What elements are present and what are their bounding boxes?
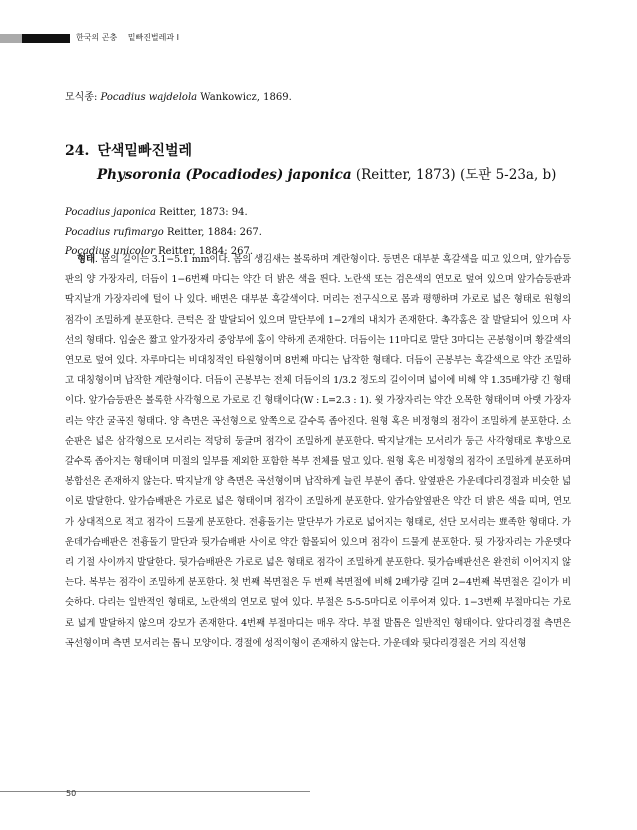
synonym-ref: Reitter, 1884: 267. — [163, 226, 262, 238]
type-species-name: Pocadius wajdelola — [100, 92, 198, 103]
figure-reference: (도판 5-23a, b) — [459, 167, 557, 183]
synonym-name: Pocadius rufimargo — [65, 226, 164, 238]
header-black-block — [22, 34, 70, 43]
type-species-author: Wankowicz, 1869. — [197, 92, 292, 103]
synonym-entry — [65, 203, 262, 223]
description-label: 형태 — [77, 254, 95, 265]
synonym-name: Pocadius japonica — [65, 207, 156, 218]
species-epithet: japonica — [287, 167, 352, 183]
synonym-entry — [65, 223, 262, 243]
genus-name: Physoronia — [97, 167, 182, 183]
species-author: (Reitter, 1873) — [355, 167, 456, 183]
synonym-name: Pocadius unicolor — [65, 246, 155, 257]
running-header — [76, 32, 179, 43]
morphology-description — [65, 250, 571, 654]
synonym-ref: Reitter, 1873: 94. — [155, 207, 248, 218]
book-title: 한국의 곤충 — [76, 33, 118, 42]
species-heading — [65, 140, 192, 160]
footer-rule — [0, 791, 310, 792]
synonym-ref: Reitter, 1884: 267. — [154, 246, 254, 257]
species-number: 24. — [65, 143, 90, 159]
description-text: . 몸의 길이는 3.1−5.1 mm이다. 몸의 생김새는 볼록하며 계란형이다. 등면은 대부분 흑갈색을 띠고 있으며, 앞가슴등판의 양 가장자리, 더듬이 1−6번째 마디는 약간 더 밝은 색을 띈다. 노란색 또는 검은색의 연모로 덮여 있으며 앞가슴등판과 딱지날개 가장자리에 털이 나 있다. 배면은 대부분 흑갈색이다. 머리는 전구식으로 몸과 평행하며 가로로 넓은 형태로 원형의 점각이 조밀하게 분포한다. 큰턱은 잘 발달되어 있으며 말단부에 1−2개의 내치가 존재한다. 촉각홈은 잘 발달되어 있으며 사선의 형태다. 입술은 짧고 앞가장자리 중앙부에 홈이 약하게 존재한다. 더듬이는 11마디로 말단 3마디는 곤봉형이며 황갈색의 연모로 덮여 있다. 자루마디는 비대칭적인 타원형이며 8번째 마디는 납작한 형태다. 더듬이 곤봉부는 흑갈색으로 약간 조밀하고 대칭형이며 납작한 계란형이다. 더듬이 곤봉부는 전체 더듬이의 1/3.2 정도의 길이이며 넓이에 비해 약 1.35배가량 긴 형태이다. 앞가슴등판은 볼록한 사각형으로 가로로 긴 형태이다(W : L=2.3 : 1). 윗 가장자리는 약간 오목한 형태이며 아랫 가장자리는 약간 굴곡진 형태다. 양 측면은 곡선형으로 앞쪽으로 갈수록 좁아진다. 원형 혹은 비정형의 점각이 조밀하게 분포한다. 소순판은 넓은 삼각형으로 모서리는 적당히 둥글며 점각이 조밀하게 분포한다. 딱지날개는 모서리가 둥근 사각형태로 후방으로 갈수록 좁아지는 형태이며 미절의 일부를 제외한 포함한 복부 전체를 덮고 있다. 원형 혹은 비정형의 점각이 조밀하게 분포하며 봉합선은 존재하지 않는다. 딱지날개 양 측면은 곡선형이며 납작하게 늘린 부분이 좁다. 앞옆판은 가운데다리경절과 비슷한 넓이로 발달한다. 앞가슴배판은 가로로 넓은 형태이며 점각이 조밀하게 분포한다. 앞가슴앞옆판은 약간 더 밝은 색을 띠며, 연모가 상대적으로 적고 점각이 드물게 분포한다. 전흉돌기는 말단부가 가로로 넓어지는 형태로, 선단 모서리는 뾰족한 형태다. 가운데가슴배판은 전흉돌기 말단과 뒷가슴배판 사이로 약간 함몰되어 있으며 점각이 드물게 분포한다. 뒷 가장자리는 가운뎃다리 기절 사이까지 발달한다. 뒷가슴배판은 가로로 넓은 형태로 점각이 조밀하게 분포한다. 뒷가슴배판선은 완전히 이어지지 않는다. 복부는 점각이 조밀하게 분포한다. 첫 번째 복면절은 두 번째 복면절에 비해 2배가량 길며 2−4번째 복면절은 길이가 비슷하다. 다리는 일반적인 형태로, 노란색의 연모로 덮여 있다. 부절은 5-5-5마디로 이루어져 있다. 1−3번째 부절마디는 가로로 넓게 발달하지 않으며 강모가 존재한다. 4번째 부절마디는 매우 작다. 부절 발톱은 일반적인 형태이다. 앞다리경절 측면은 곡선형이며 측면 모서리는 톱니 모양이다. 경절에 성적이형이 존재하지 않는다. 가운데와 뒷다리경절은 거의 직선형 — [65, 254, 571, 649]
page-number: 50 — [66, 789, 77, 798]
species-korean-name: 단색밑빠진벌레 — [97, 143, 193, 159]
type-species-line — [65, 88, 292, 103]
header-gray-block — [0, 34, 22, 43]
subgenus-name: (Pocadiodes) — [185, 167, 284, 183]
type-species-prefix: 모식종: — [65, 92, 101, 103]
species-scientific-name — [97, 163, 556, 183]
chapter-title: 밑빠진벌레과 I — [127, 33, 180, 42]
